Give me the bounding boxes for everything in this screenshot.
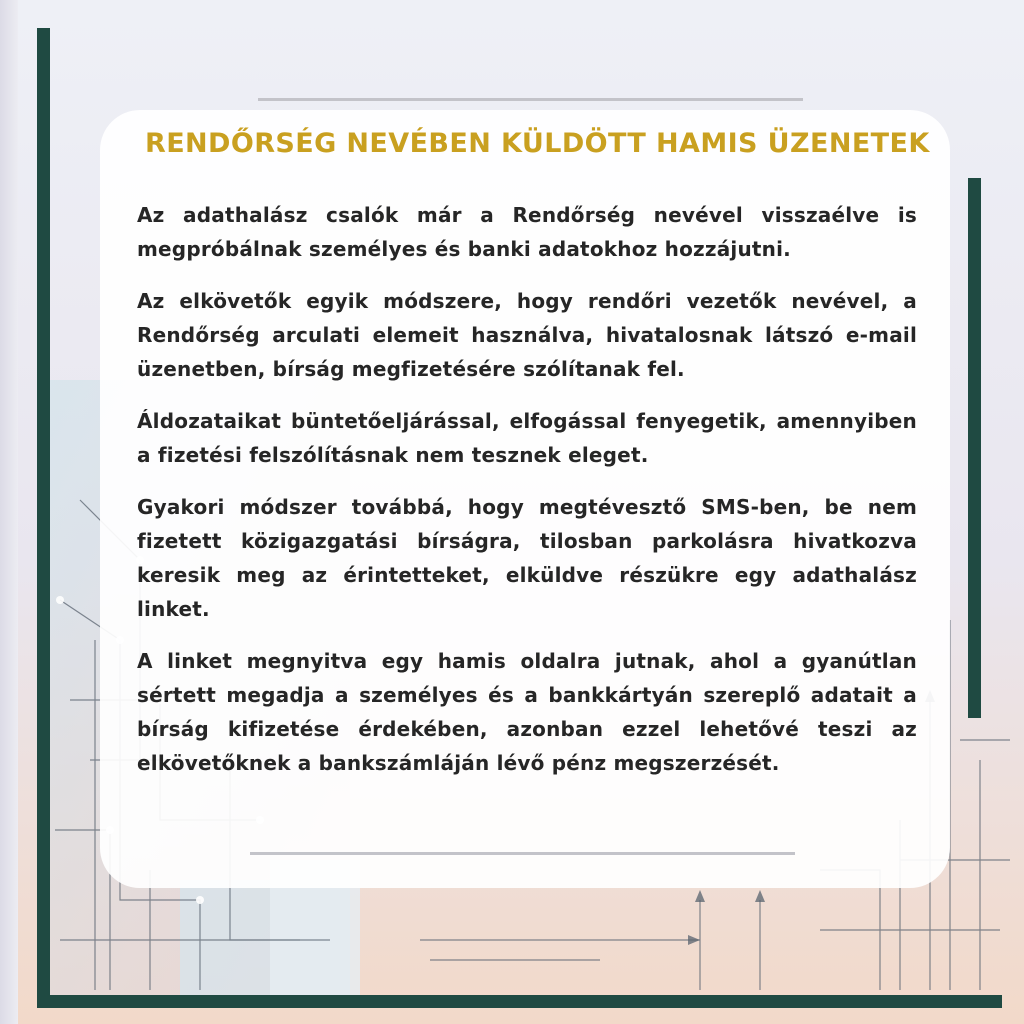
bottom-divider (250, 852, 795, 855)
frame-left-bar (37, 28, 50, 1008)
paragraph-5: A linket megnyitva egy hamis oldalra jutnak, ahol a gyanútlan sértett megadja a személyes és a bankkártyán szereplő adatait a bírság kifizetése érdekében, azonban ezzel lehetővé teszi az elkövetőknek a bankszámláján lévő pénz megszerzését. (137, 649, 917, 775)
page-title: RENDŐRSÉG NEVÉBEN KÜLDÖTT HAMIS ÜZENETEK (145, 128, 930, 159)
frame-bottom-bar (37, 995, 1002, 1008)
body-text (137, 198, 917, 798)
paragraph-2: Az elkövetők egyik módszere, hogy rendőri vezetők nevével, a Rendőrség arculati elemeit használva, hivatalosnak látszó e-mail üzenetben, bírság megfizetésére szólítanak fel. (137, 289, 917, 381)
paragraph-1: Az adathalász csalók már a Rendőrség nevével visszaélve is megpróbálnak személyes és banki adatokhoz hozzájutni. (137, 203, 917, 261)
frame-right-bar (968, 178, 981, 718)
page-edge (0, 0, 18, 1024)
top-divider (258, 98, 803, 101)
paragraph-3: Áldozataikat büntetőeljárással, elfogással fenyegetik, amennyiben a fizetési felszólításnak nem tesznek eleget. (137, 409, 917, 467)
paragraph-4: Gyakori módszer továbbá, hogy megtévesztő SMS-ben, be nem fizetett közigazgatási bírságra, tilosban parkolásra hivatkozva keresik meg az érintetteket, elküldve részükre egy adathalász linket. (137, 495, 917, 621)
